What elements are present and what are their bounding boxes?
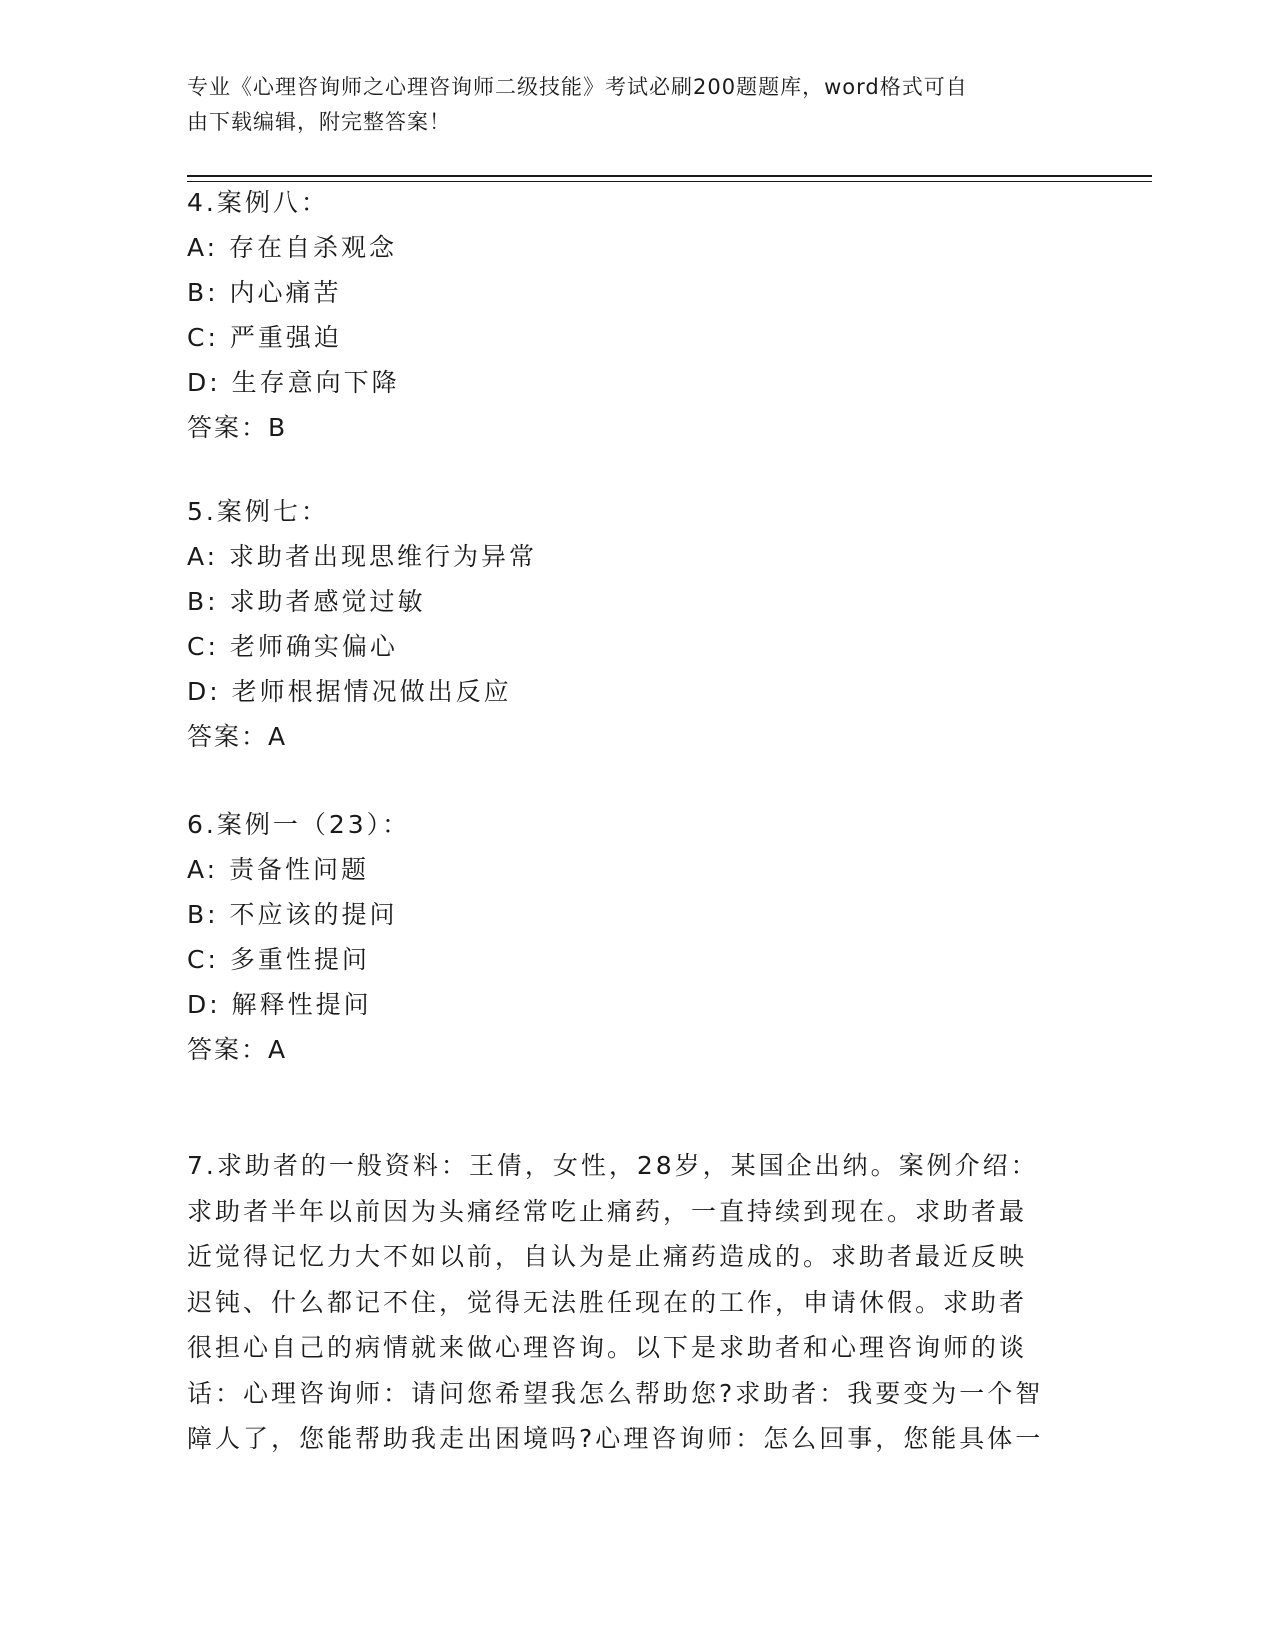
question-6 (187, 802, 410, 1072)
option-c: C: 严重强迫 (187, 323, 342, 352)
question-7-line: 迟钝、什么都记不住，觉得无法胜任现在的工作，申请休假。求助者 (187, 1287, 1028, 1317)
option-d: D: 老师根据情况做出反应 (187, 677, 512, 706)
question-7-line: 很担心自己的病情就来做心理咨询。以下是求助者和心理咨询师的谈 (187, 1333, 1028, 1362)
question-title: 6.案例一（23）： (187, 810, 411, 839)
question-7-line: 求助者半年以前因为头痛经常吃止痛药，一直持续到现在。求助者最 (187, 1196, 1028, 1226)
option-d: D: 生存意向下降 (187, 368, 400, 397)
option-a: A: 存在自杀观念 (187, 233, 398, 262)
option-d: D: 解释性提问 (187, 990, 372, 1019)
header-divider-thick (187, 175, 1152, 177)
question-7 (187, 1143, 1067, 1462)
option-a: A: 责备性问题 (187, 855, 370, 884)
option-a: A: 求助者出现思维行为异常 (187, 542, 538, 571)
option-b: B: 不应该的提问 (187, 900, 398, 929)
answer-label: 答案：A (187, 1035, 288, 1064)
question-5 (187, 489, 537, 759)
answer-label: 答案：A (187, 722, 288, 751)
option-b: B: 求助者感觉过敏 (187, 587, 426, 616)
header-line-1: 专业《心理咨询师之心理咨询师二级技能》考试必刷200题题库，word格式可自 (187, 75, 968, 99)
option-c: C: 老师确实偏心 (187, 632, 398, 661)
question-title: 5.案例七： (187, 497, 329, 526)
question-7-line: 近觉得记忆力大不如以前，自认为是止痛药造成的。求助者最近反映 (187, 1242, 1028, 1271)
option-c: C: 多重性提问 (187, 945, 370, 974)
question-7-line: 话：心理咨询师：请问您希望我怎么帮助您?求助者：我要变为一个智 (187, 1378, 1044, 1408)
question-7-line: 7.求助者的一般资料：王倩，女性，28岁，某国企出纳。案例介绍： (187, 1151, 1039, 1180)
question-4 (187, 180, 400, 450)
header-line-2: 由下载编辑，附完整答案！ (187, 110, 451, 134)
answer-label: 答案：B (187, 413, 288, 442)
document-header (187, 70, 1067, 140)
option-b: B: 内心痛苦 (187, 278, 342, 307)
question-7-line: 障人了，您能帮助我走出困境吗?心理咨询师：怎么回事，您能具体一 (187, 1424, 1044, 1453)
question-title: 4.案例八： (187, 188, 329, 217)
